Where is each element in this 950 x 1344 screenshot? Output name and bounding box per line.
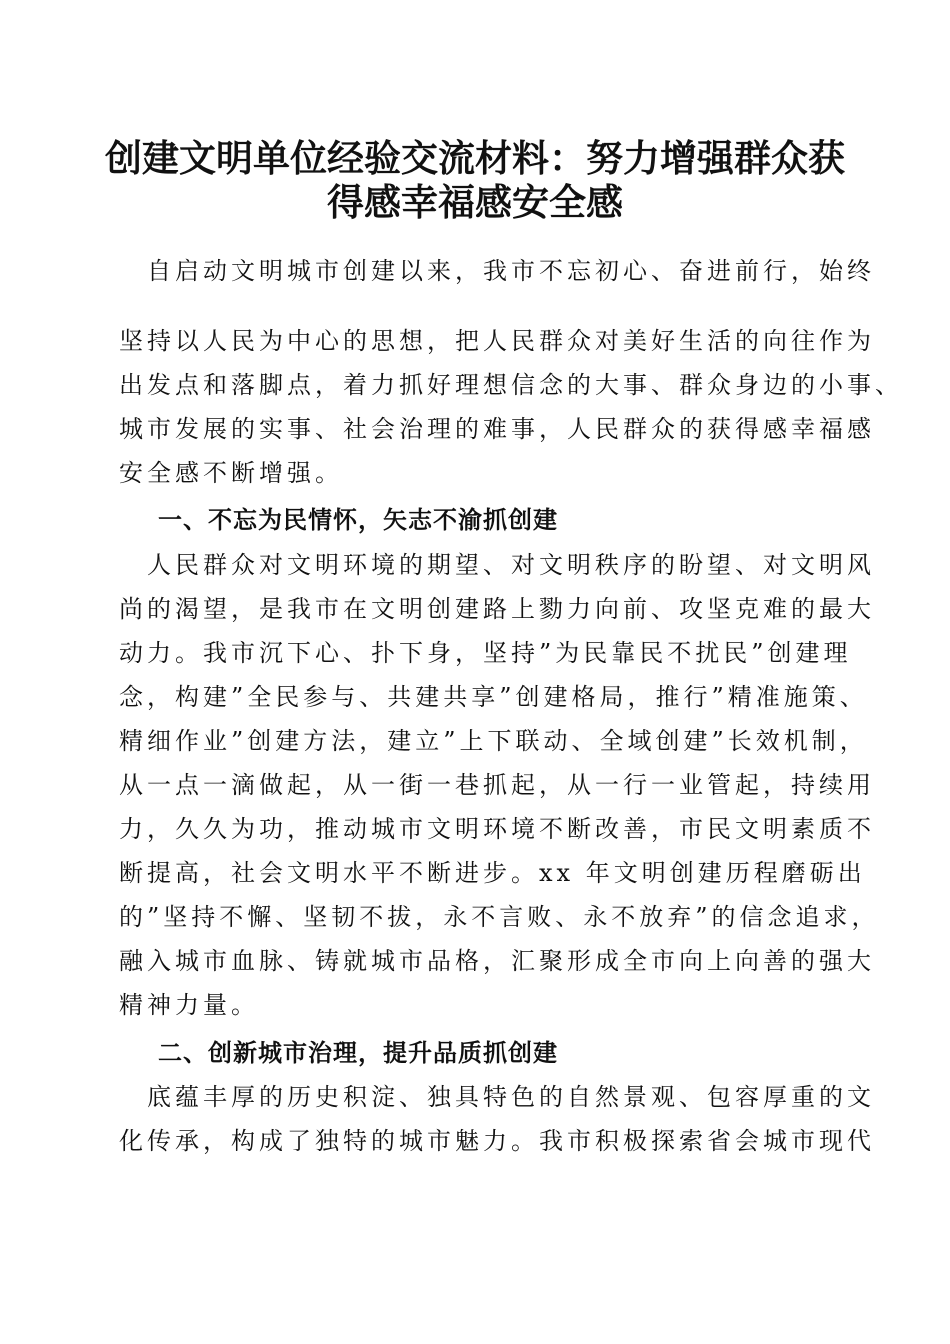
document-title-line-2: 得感幸福感安全感	[327, 180, 623, 224]
section-1-heading: 一、不忘为民情怀，矢志不渝抓创建	[158, 506, 558, 534]
section-2-line: 化传承，构成了独特的城市魅力。我市积极探索省会城市现代	[119, 1127, 875, 1155]
section-1-line: 精神力量。	[119, 991, 259, 1019]
intro-line: 城市发展的实事、社会治理的难事，人民群众的获得感幸福感	[119, 415, 875, 443]
section-1-line: 从一点一滴做起，从一街一巷抓起，从一行一业管起，持续用	[119, 771, 875, 799]
document-title-line-1: 创建文明单位经验交流材料：努力增强群众获	[105, 136, 845, 180]
section-1-line: 尚的渴望，是我市在文明创建路上勠力向前、攻坚克难的最大	[119, 595, 875, 623]
section-1-line: 断提高，社会文明水平不断进步。xx 年文明创建历程磨砺出	[119, 859, 866, 887]
intro-line: 坚持以人民为中心的思想，把人民群众对美好生活的向往作为	[119, 327, 875, 355]
intro-line: 自启动文明城市创建以来，我市不忘初心、奋进前行，始终	[119, 257, 875, 285]
intro-line: 出发点和落脚点，着力抓好理想信念的大事、群众身边的小事、	[119, 371, 903, 399]
section-2-line: 底蕴丰厚的历史积淀、独具特色的自然景观、包容厚重的文	[119, 1083, 875, 1111]
section-1-line: 的”坚持不懈、坚韧不拔，永不言败、永不放弃”的信念追求，	[119, 903, 880, 931]
section-1-line: 动力。我市沉下心、扑下身，坚持”为民靠民不扰民”创建理	[119, 639, 852, 667]
section-1-line: 融入城市血脉、铸就城市品格，汇聚形成全市向上向善的强大	[119, 947, 875, 975]
section-1-line: 人民群众对文明环境的期望、对文明秩序的盼望、对文明风	[119, 551, 875, 579]
section-1-line: 精细作业”创建方法，建立”上下联动、全域创建”长效机制，	[119, 727, 868, 755]
section-1-line: 念，构建”全民参与、共建共享”创建格局，推行”精准施策、	[119, 683, 868, 711]
section-2-heading: 二、创新城市治理，提升品质抓创建	[158, 1039, 558, 1067]
section-1-line: 力，久久为功，推动城市文明环境不断改善，市民文明素质不	[119, 815, 875, 843]
intro-line: 安全感不断增强。	[119, 459, 343, 487]
